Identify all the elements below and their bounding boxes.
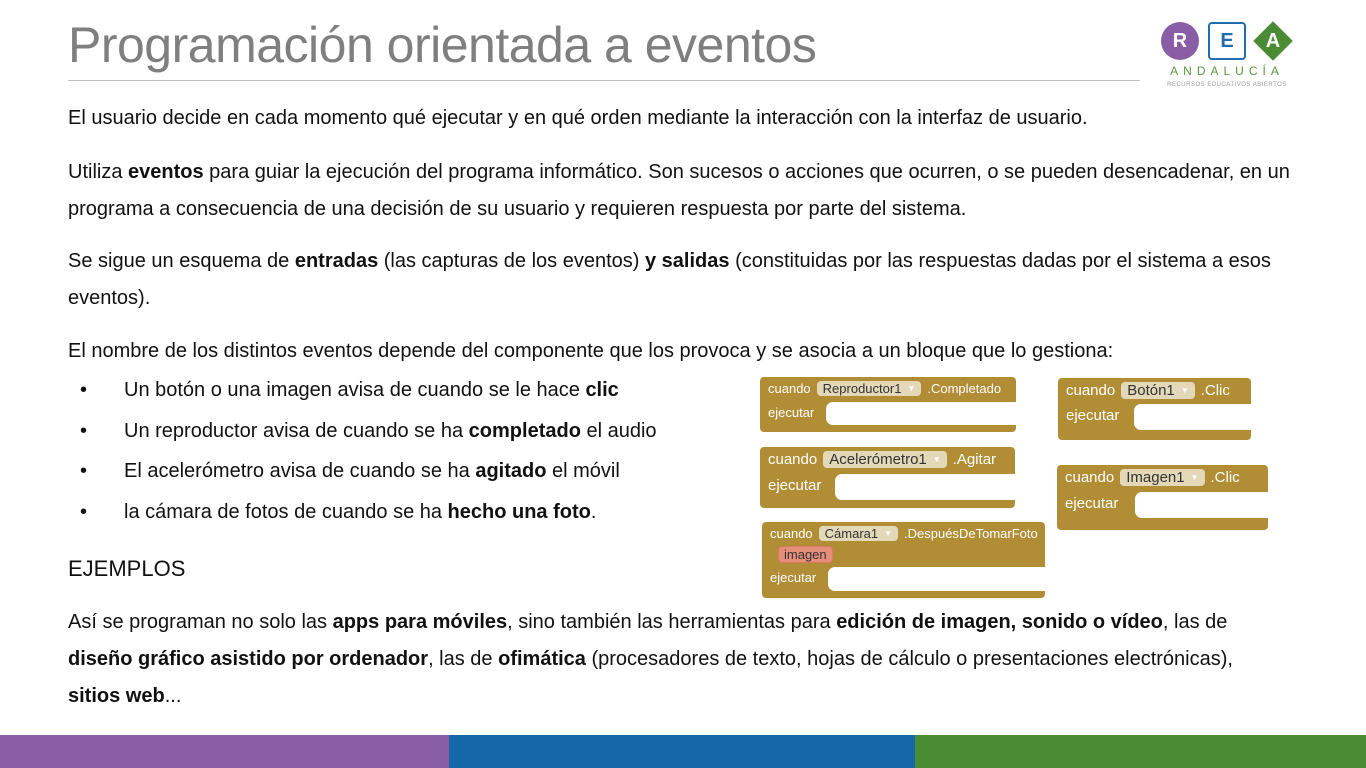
footer-bar-green — [915, 735, 1366, 768]
event-block[interactable] — [1058, 378, 1251, 440]
examples-heading: EJEMPLOS — [68, 556, 186, 581]
component-name: Botón1 — [1127, 382, 1175, 399]
event-name: .Completado — [927, 381, 1002, 396]
dropdown-arrow-icon: ▼ — [907, 384, 916, 393]
block-do-label: ejecutar — [768, 477, 822, 494]
text-segment: Un botón o una imagen avisa de cuando se le hace — [124, 379, 586, 401]
bold-text: ofimática — [498, 648, 586, 670]
bold-text: edición de imagen, sonido o vídeo — [836, 611, 1163, 633]
component-dropdown[interactable] — [1121, 382, 1194, 399]
component-dropdown[interactable] — [819, 526, 898, 541]
bold-text: sitios web — [68, 685, 165, 707]
text-segment: , las de — [1162, 611, 1228, 633]
block-do-label: ejecutar — [770, 570, 817, 585]
text-segment: (procesadores de texto, hojas de cálculo o presentaciones electrónicas), — [585, 648, 1233, 670]
text-segment: , las de — [428, 648, 499, 670]
text-segment: Así se programan no solo las — [68, 611, 333, 633]
logo-a — [1254, 22, 1292, 60]
paragraph-intro — [68, 100, 1328, 137]
text-segment: Un reproductor avisa de cuando se ha — [124, 419, 469, 442]
block-when-label: cuando — [768, 451, 818, 468]
event-name: .DespuésDeTomarFoto — [904, 526, 1038, 541]
footer-bar-purple — [0, 735, 449, 768]
event-block[interactable] — [760, 447, 1015, 508]
component-name: Imagen1 — [1126, 469, 1185, 486]
title-divider — [68, 80, 1140, 81]
text-segment: El usuario decide en cada momento qué ejecutar y en qué orden mediante la interacción con la interfaz de usuario. — [68, 107, 1088, 129]
dropdown-arrow-icon: ▼ — [1180, 386, 1189, 395]
text-segment: , sino también las herramientas para — [507, 611, 837, 633]
bullet-item — [80, 453, 657, 494]
logo-name: ANDALUCÍA — [1170, 64, 1284, 78]
text-segment: El acelerómetro avisa de cuando se ha — [124, 460, 476, 482]
text-segment: la cámara de fotos de cuando se ha — [124, 500, 448, 523]
bold-text: clic — [585, 379, 619, 401]
text-segment: Utiliza — [68, 161, 129, 183]
paragraph-entradas-salidas — [68, 243, 1328, 317]
block-do-label: ejecutar — [768, 405, 815, 420]
text-segment: . — [590, 500, 597, 523]
block-do-label: ejecutar — [1065, 495, 1119, 512]
dropdown-arrow-icon: ▼ — [932, 455, 941, 464]
slide-title: Programación orientada a eventos — [68, 17, 817, 73]
block-when-label: cuando — [1066, 382, 1116, 399]
bullet-item — [80, 372, 657, 413]
bold-text: hecho una foto — [447, 500, 591, 523]
rea-andalucia-logo — [1158, 22, 1293, 92]
bold-text: agitado — [475, 460, 547, 482]
dropdown-arrow-icon: ▼ — [884, 529, 893, 538]
bullet-item — [80, 413, 657, 454]
block-when-label: cuando — [770, 526, 813, 541]
event-parameter[interactable]: imagen — [778, 546, 833, 563]
dropdown-arrow-icon: ▼ — [1190, 473, 1199, 482]
text-segment: (constituidas por las respuestas dadas por el sistema a esos eventos). — [68, 250, 1271, 309]
text-segment: (las capturas de los eventos) — [378, 250, 645, 272]
event-bullet-list — [80, 372, 657, 534]
event-block[interactable] — [760, 377, 1016, 432]
statement-slot[interactable] — [826, 402, 1016, 425]
text-segment: El nombre de los distintos eventos depende del componente que los provoca y se asocia a un bloque que lo gestiona: — [68, 340, 1114, 362]
logo-subtitle: RECURSOS EDUCATIVOS ABIERTOS — [1167, 82, 1287, 88]
statement-slot[interactable] — [1134, 404, 1251, 430]
bullet-item — [80, 494, 657, 535]
bold-text: y salidas — [645, 250, 730, 272]
event-name: .Agitar — [952, 451, 997, 468]
component-dropdown[interactable] — [823, 451, 946, 468]
component-name: Cámara1 — [824, 526, 879, 541]
paragraph-eventos — [68, 154, 1328, 228]
event-block[interactable] — [762, 522, 1045, 598]
logo-r: R — [1161, 22, 1199, 60]
statement-slot[interactable] — [828, 567, 1045, 591]
footer-bar-blue — [449, 735, 915, 768]
component-name: Reproductor1 — [822, 381, 902, 396]
block-do-label: ejecutar — [1066, 407, 1120, 424]
logo-e: E — [1208, 22, 1246, 60]
statement-slot[interactable] — [835, 474, 1015, 500]
block-when-label: cuando — [1065, 469, 1115, 486]
text-segment: el audio — [580, 419, 657, 442]
bold-text: eventos — [128, 161, 204, 183]
component-name: Acelerómetro1 — [829, 451, 927, 468]
bold-text: completado — [468, 419, 581, 442]
paragraph-examples — [68, 604, 1268, 715]
component-dropdown[interactable] — [1120, 469, 1204, 486]
text-segment: Se sigue un esquema de — [68, 250, 295, 272]
statement-slot[interactable] — [1135, 492, 1268, 518]
event-name: .Clic — [1200, 382, 1230, 399]
bold-text: apps para móviles — [332, 611, 508, 633]
event-name: .Clic — [1210, 469, 1240, 486]
block-when-label: cuando — [768, 381, 811, 396]
text-segment: para guiar la ejecución del programa informático. Son sucesos o acciones que ocurren, o se pueden desencadenar, en un programa a consecuencia de una decisión de su usuario y requieren respuesta por parte del sistema. — [68, 161, 1290, 220]
event-block[interactable] — [1057, 465, 1268, 530]
text-segment: el móvil — [546, 460, 620, 482]
text-segment: ... — [164, 685, 182, 707]
component-dropdown[interactable] — [817, 381, 922, 396]
logo-a-letter: A — [1265, 29, 1281, 52]
bold-text: diseño gráfico asistido por ordenador — [68, 648, 429, 670]
bold-text: entradas — [294, 250, 379, 272]
paragraph-nombre-eventos — [68, 333, 1328, 370]
